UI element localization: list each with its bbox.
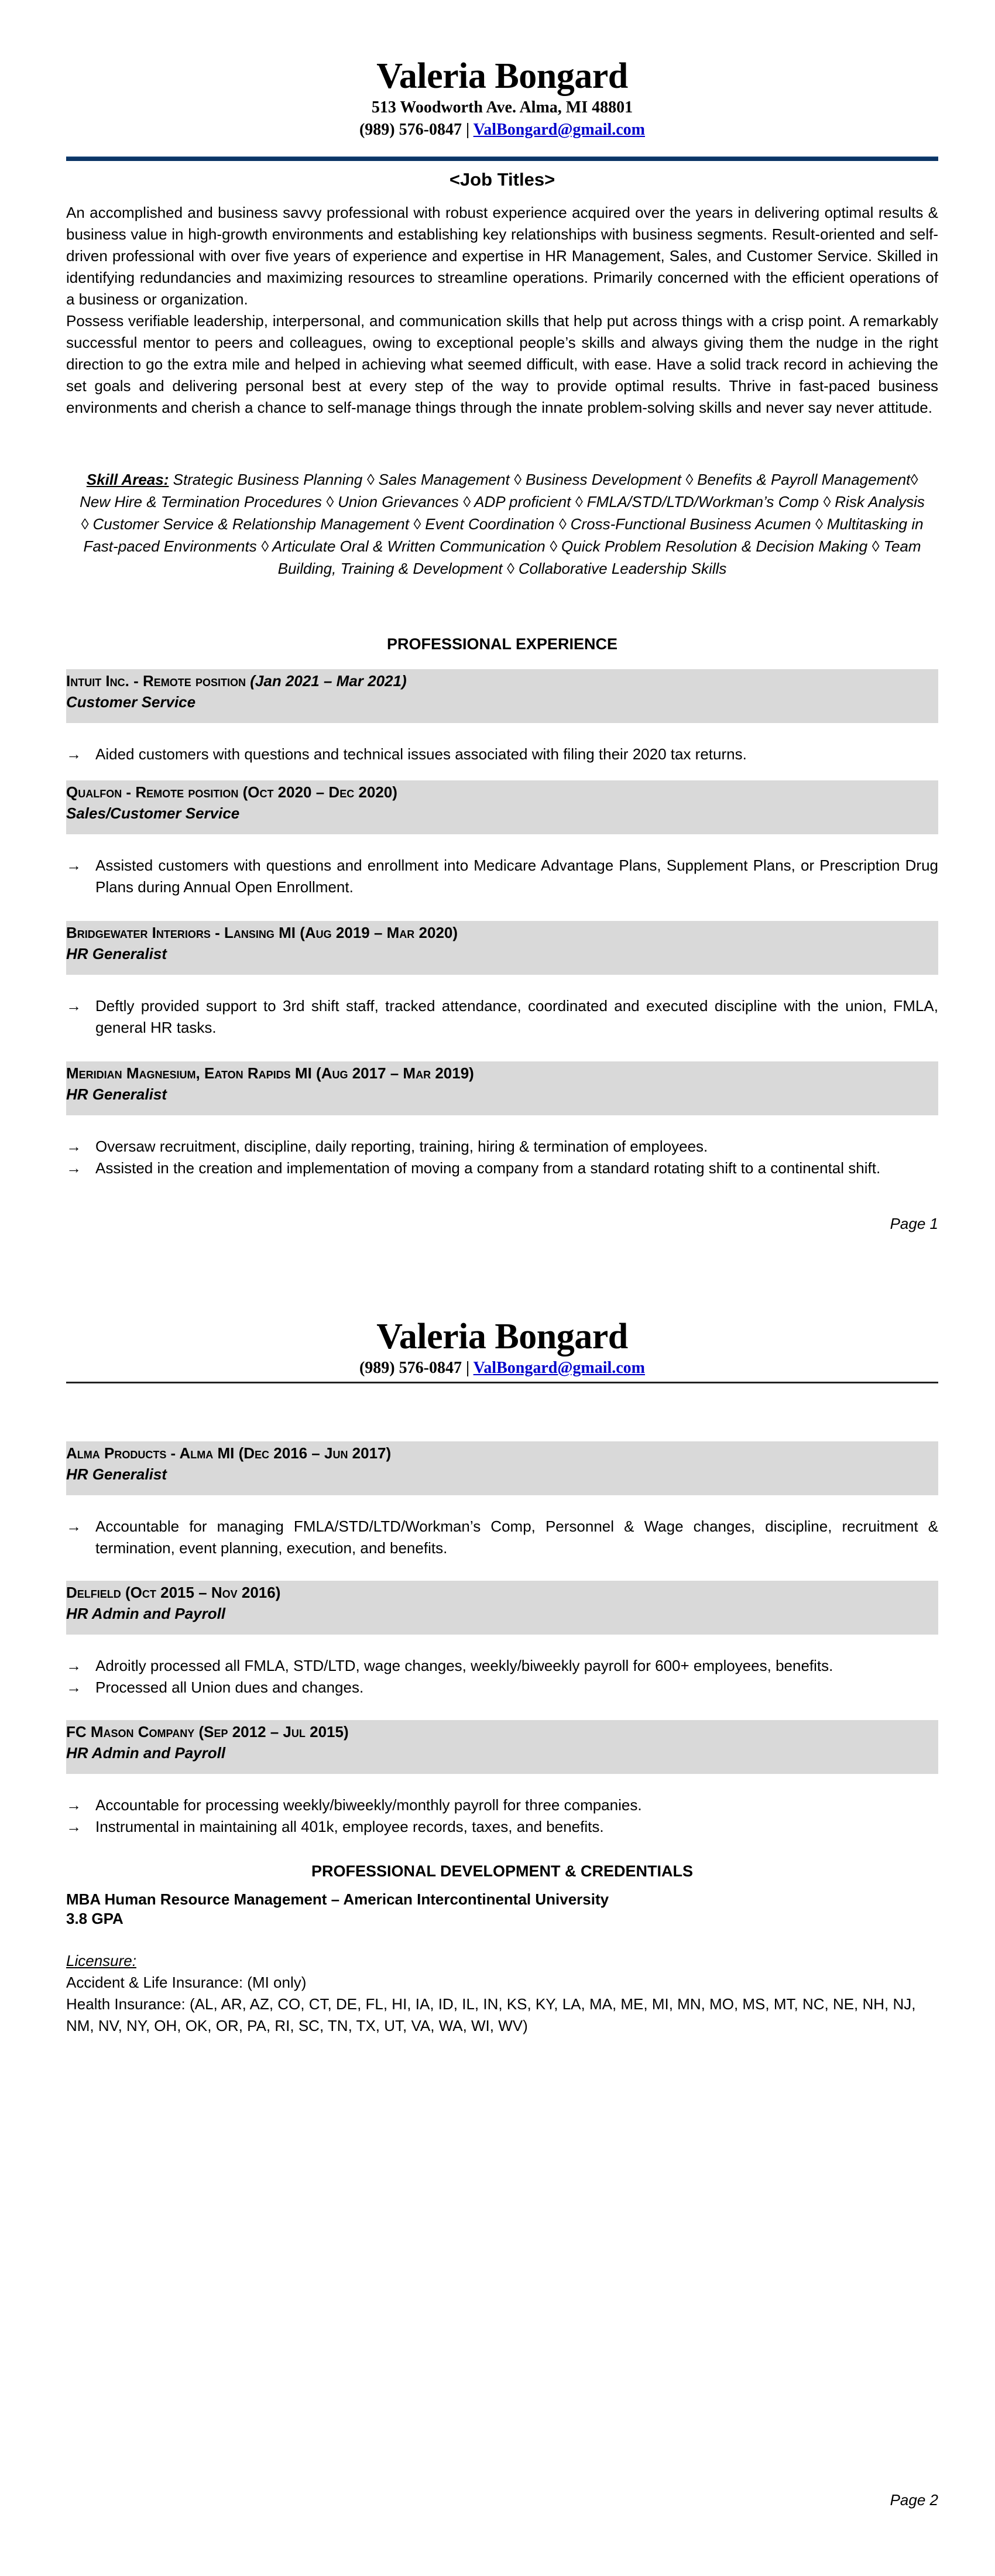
job-company [66, 670, 938, 691]
job-role: HR Generalist [66, 1465, 167, 1483]
job-dates: (Oct 2020 – Dec 2020) [242, 783, 397, 801]
gpa: 3.8 GPA [66, 1910, 123, 1927]
job-header-band [66, 780, 938, 834]
arrow-icon: → [66, 1657, 81, 1674]
bullet-item: → Aided customers with questions and technical issues associated with filing their 2020 tax returns. [66, 744, 938, 765]
job-company [66, 1721, 938, 1742]
job-company [66, 1443, 938, 1464]
header-divider [66, 1382, 938, 1383]
job-dates: (Sep 2012 – Jul 2015) [198, 1723, 349, 1741]
arrow-icon: → [66, 857, 81, 874]
job-bullets [66, 1655, 938, 1698]
job-role: Sales/Customer Service [66, 804, 240, 822]
arrow-icon: → [66, 745, 81, 763]
bullet-item: → Assisted in the creation and implementation of moving a company from a standard rotating shift to a continental shift. [66, 1157, 938, 1179]
job-role: HR Generalist [66, 1085, 167, 1103]
license-item: Accident & Life Insurance: (MI only) [66, 1974, 307, 1991]
phone: (989) 576-0847 [359, 1359, 462, 1377]
credentials-heading: PROFESSIONAL DEVELOPMENT & CREDENTIALS [311, 1862, 694, 1880]
email-link[interactable]: ValBongard@gmail.com [473, 121, 645, 139]
job-dates: (Aug 2019 – Mar 2020) [300, 924, 458, 941]
header-divider [66, 156, 938, 161]
job-bullets [66, 1516, 938, 1559]
arrow-icon: → [66, 1138, 81, 1155]
job-bullets [66, 1136, 938, 1179]
degree: MBA Human Resource Management – American Intercontinental University [66, 1890, 609, 1908]
licensure-label: Licensure: [66, 1952, 136, 1969]
bullet-item: → Instrumental in maintaining all 401k, employee records, taxes, and benefits. [66, 1816, 938, 1838]
skill-areas-label: Skill Areas: [86, 471, 169, 488]
company-name: Bridgewater Interiors - Lansing MI [66, 924, 296, 941]
candidate-name: Valeria Bongard [376, 56, 628, 96]
job-header-band [66, 669, 938, 723]
arrow-icon: → [66, 1517, 81, 1535]
candidate-name: Valeria Bongard [376, 1317, 628, 1356]
contact-line [66, 1357, 938, 1379]
summary [66, 202, 938, 419]
address: 513 Woodworth Ave. Alma, MI 48801 [371, 98, 633, 117]
job-header-band [66, 1441, 938, 1495]
arrow-icon: → [66, 1796, 81, 1814]
job-entry [66, 1581, 938, 1698]
license-item: Health Insurance: (AL, AR, AZ, CO, CT, DE, FL, HI, IA, ID, IL, IN, KS, KY, LA, MA, ME, MI, MN, MO, MS, MT, NC, NE, NH, NJ, NM, NV, NY, OH, OK, OR, PA, RI, SC, TN, TX, UT, VA, WA, WI, WV) [66, 1995, 916, 2034]
bullet-item: → Oversaw recruitment, discipline, daily reporting, training, hiring & termination of employees. [66, 1136, 938, 1157]
company-name: Meridian Magnesium, Eaton Rapids MI [66, 1064, 312, 1082]
separator: | [465, 121, 470, 139]
job-entry [66, 1441, 938, 1559]
separator: | [465, 1359, 470, 1377]
page-number: Page 2 [890, 2491, 938, 2509]
job-company [66, 782, 938, 803]
phone: (989) 576-0847 [359, 121, 462, 139]
skill-areas-list: Strategic Business Planning ◊ Sales Management ◊ Business Development ◊ Benefits & Payroll Management◊ New Hire & Termination Procedures ◊ Union Grievances ◊ ADP proficient ◊ FMLA/STD/LTD/Workman’s Comp ◊ Risk Analysis ◊ Customer Service & Relationship Management ◊ Event Coordination ◊ Cross-Functional Business Acumen ◊ Multitasking in Fast-paced Environments ◊ Articulate Oral & Written Communication ◊ Quick Problem Resolution & Decision Making ◊ Team Building, Training & Development ◊ Collaborative Leadership Skills [80, 471, 925, 577]
bullet-item: → Deftly provided support to 3rd shift staff, tracked attendance, coordinated and executed discipline with the union, FMLA, general HR tasks. [66, 995, 938, 1039]
job-header-band [66, 1061, 938, 1115]
company-name: FC Mason Company [66, 1723, 195, 1741]
job-role: Customer Service [66, 693, 196, 711]
job-role: HR Admin and Payroll [66, 1744, 226, 1762]
job-entry [66, 921, 938, 1039]
company-name: Delfield [66, 1584, 121, 1601]
job-role: HR Generalist [66, 945, 167, 962]
job-header-band [66, 1720, 938, 1774]
job-entry [66, 1720, 938, 1838]
company-name: Qualfon - Remote position [66, 783, 239, 801]
bullet-item: → Adroitly processed all FMLA, STD/LTD, wage changes, weekly/biweekly payroll for 600+ employees, benefits. [66, 1655, 938, 1677]
job-dates: (Jan 2021 – Mar 2021) [250, 672, 407, 690]
bullet-item: → Accountable for processing weekly/biweekly/monthly payroll for three companies. [66, 1794, 938, 1816]
summary-paragraph-2: Possess verifiable leadership, interpersonal, and communication skills that help put across things with a crisp point. A remarkably successful mentor to peers and colleagues, owing to exceptional people’s skills and always giving them the nudge in the right direction to go the extra mile and helped in achieving what seemed difficult, with ease. Have a solid track record in achieving the set goals and delivering personal best at every step of the way to provide optimal results. Thrive in fast-paced business environments and cherish a chance to self-manage things through the innate problem-solving skills and never say never attitude. [66, 312, 938, 416]
job-bullets [66, 995, 938, 1039]
job-dates: (Dec 2016 – Jun 2017) [238, 1444, 392, 1462]
credentials [66, 1890, 938, 2037]
job-company [66, 1063, 938, 1084]
job-bullets [66, 744, 938, 765]
page-number: Page 1 [890, 1215, 938, 1232]
job-company [66, 922, 938, 943]
email-link[interactable]: ValBongard@gmail.com [473, 1359, 645, 1377]
job-titles-heading: <Job Titles> [449, 169, 555, 190]
job-bullets [66, 1794, 938, 1838]
job-header-band [66, 1581, 938, 1635]
job-entry [66, 780, 938, 898]
company-name: Alma Products - Alma MI [66, 1444, 235, 1462]
bullet-item: → Accountable for managing FMLA/STD/LTD/Workman’s Comp, Personnel & Wage changes, discipline, recruitment & termination, event planning, execution, and benefits. [66, 1516, 938, 1559]
job-entry [66, 1061, 938, 1179]
job-company [66, 1582, 938, 1603]
skill-areas [66, 468, 938, 580]
arrow-icon: → [66, 997, 81, 1015]
arrow-icon: → [66, 1159, 81, 1177]
job-dates: (Aug 2017 – Mar 2019) [316, 1064, 474, 1082]
job-header-band [66, 921, 938, 975]
job-bullets [66, 855, 938, 898]
job-entry [66, 669, 938, 765]
company-name: Intuit Inc. - Remote position [66, 672, 246, 690]
experience-heading: PROFESSIONAL EXPERIENCE [386, 635, 618, 653]
arrow-icon: → [66, 1678, 81, 1696]
job-role: HR Admin and Payroll [66, 1605, 226, 1622]
bullet-item: → Processed all Union dues and changes. [66, 1677, 938, 1698]
bullet-item: → Assisted customers with questions and enrollment into Medicare Advantage Plans, Supplement Plans, or Prescription Drug Plans during Annual Open Enrollment. [66, 855, 938, 898]
job-dates: (Oct 2015 – Nov 2016) [125, 1584, 281, 1601]
summary-paragraph-1: An accomplished and business savvy professional with robust experience acquired over the years in delivering optimal results & business value in high-growth environments and establishing key relationships with business segments. Result-oriented and self-driven professional with over five years of experience and expertise in HR Management, Sales, and Customer Service. Skilled in identifying redundancies and maximizing resources to streamline operations. Primarily concerned with the efficient operations of a business or organization. [66, 204, 938, 308]
arrow-icon: → [66, 1818, 81, 1835]
contact-line [66, 119, 938, 141]
